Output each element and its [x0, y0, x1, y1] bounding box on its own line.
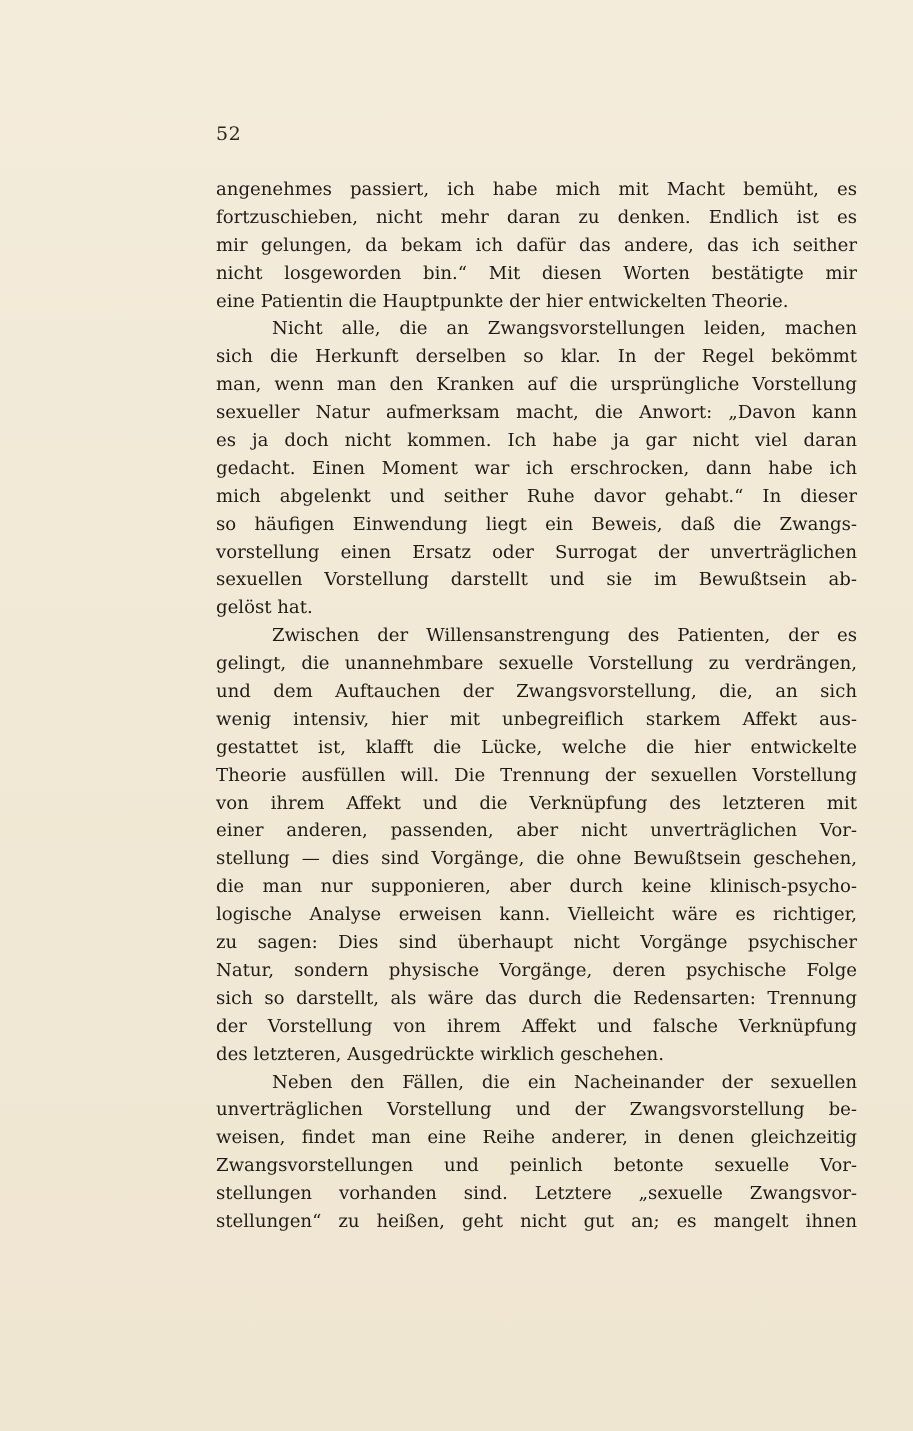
- text-line: mir gelungen, da bekam ich dafür das andere, das ich seither: [216, 234, 857, 256]
- text-line: gelöst hat.: [216, 597, 313, 619]
- text-line: so häufigen Einwendung liegt ein Beweis, daß die Zwangs-: [216, 513, 857, 535]
- page-number: 52: [216, 123, 242, 145]
- text-line: sich die Herkunft derselben so klar. In der Regel bekömmt: [216, 346, 857, 368]
- text-line: des letzteren, Ausgedrückte wirklich geschehen.: [216, 1043, 664, 1065]
- text-line: man, wenn man den Kranken auf die ursprüngliche Vorstellung: [216, 374, 857, 396]
- body-text: [216, 176, 857, 1236]
- text-line: und dem Auftauchen der Zwangsvorstellung, die, an sich: [216, 681, 857, 703]
- text-line: sexuellen Vorstellung darstellt und sie im Bewußtsein ab-: [216, 569, 857, 591]
- text-line: fortzuschieben, nicht mehr daran zu denken. Endlich ist es: [216, 206, 857, 228]
- text-line: logische Analyse erweisen kann. Vielleicht wäre es richtiger,: [216, 904, 857, 926]
- text-line: Zwangsvorstellungen und peinlich betonte sexuelle Vor-: [216, 1155, 857, 1177]
- text-line: stellung — dies sind Vorgänge, die ohne Bewußtsein geschehen,: [216, 848, 857, 870]
- text-line: der Vorstellung von ihrem Affekt und falsche Verknüpfung: [216, 1015, 857, 1037]
- text-line: von ihrem Affekt und die Verknüpfung des letzteren mit: [216, 792, 857, 814]
- text-line: es ja doch nicht kommen. Ich habe ja gar nicht viel daran: [216, 430, 857, 452]
- text-line: wenig intensiv, hier mit unbegreiflich starkem Affekt aus-: [216, 708, 857, 730]
- text-line: gestattet ist, klafft die Lücke, welche die hier entwickelte: [216, 736, 857, 758]
- text-line: mich abgelenkt und seither Ruhe davor gehabt.“ In dieser: [216, 485, 857, 507]
- text-line: sexueller Natur aufmerksam macht, die Anwort: „Davon kann: [216, 402, 857, 424]
- text-line: gedacht. Einen Moment war ich erschrocken, dann habe ich: [216, 457, 857, 479]
- text-line: unverträglichen Vorstellung und der Zwangsvorstellung be-: [216, 1099, 857, 1121]
- text-line: gelingt, die unannehmbare sexuelle Vorstellung zu verdrängen,: [216, 653, 857, 675]
- text-line: eine Patientin die Hauptpunkte der hier entwickelten Theorie.: [216, 290, 789, 312]
- text-line: Theorie ausfüllen will. Die Trennung der sexuellen Vorstellung: [216, 764, 857, 786]
- text-line: einer anderen, passenden, aber nicht unverträglichen Vor-: [216, 820, 857, 842]
- text-line: angenehmes passiert, ich habe mich mit Macht bemüht, es: [216, 179, 857, 200]
- text-line: nicht losgeworden bin.“ Mit diesen Worten bestätigte mir: [216, 262, 857, 284]
- text-line: Natur, sondern physische Vorgänge, deren psychische Folge: [216, 959, 857, 981]
- text-line: die man nur supponieren, aber durch keine klinisch-psycho-: [216, 876, 857, 898]
- text-line: Zwischen der Willensanstrengung des Patienten, der es: [272, 625, 857, 647]
- text-line: stellungen“ zu heißen, geht nicht gut an; es mangelt ihnen: [216, 1210, 857, 1232]
- text-line: stellungen vorhanden sind. Letztere „sexuelle Zwangsvor-: [216, 1183, 857, 1205]
- text-line: Nicht alle, die an Zwangsvorstellungen leiden, machen: [272, 318, 857, 340]
- text-line: weisen, findet man eine Reihe anderer, in denen gleichzeitig: [216, 1127, 857, 1149]
- text-line: sich so darstellt, als wäre das durch die Redensarten: Trennung: [216, 987, 857, 1009]
- text-line: Neben den Fällen, die ein Nacheinander der sexuellen: [272, 1071, 857, 1093]
- text-line: vorstellung einen Ersatz oder Surrogat der unverträglichen: [216, 541, 857, 563]
- text-line: zu sagen: Dies sind überhaupt nicht Vorgänge psychischer: [216, 932, 857, 954]
